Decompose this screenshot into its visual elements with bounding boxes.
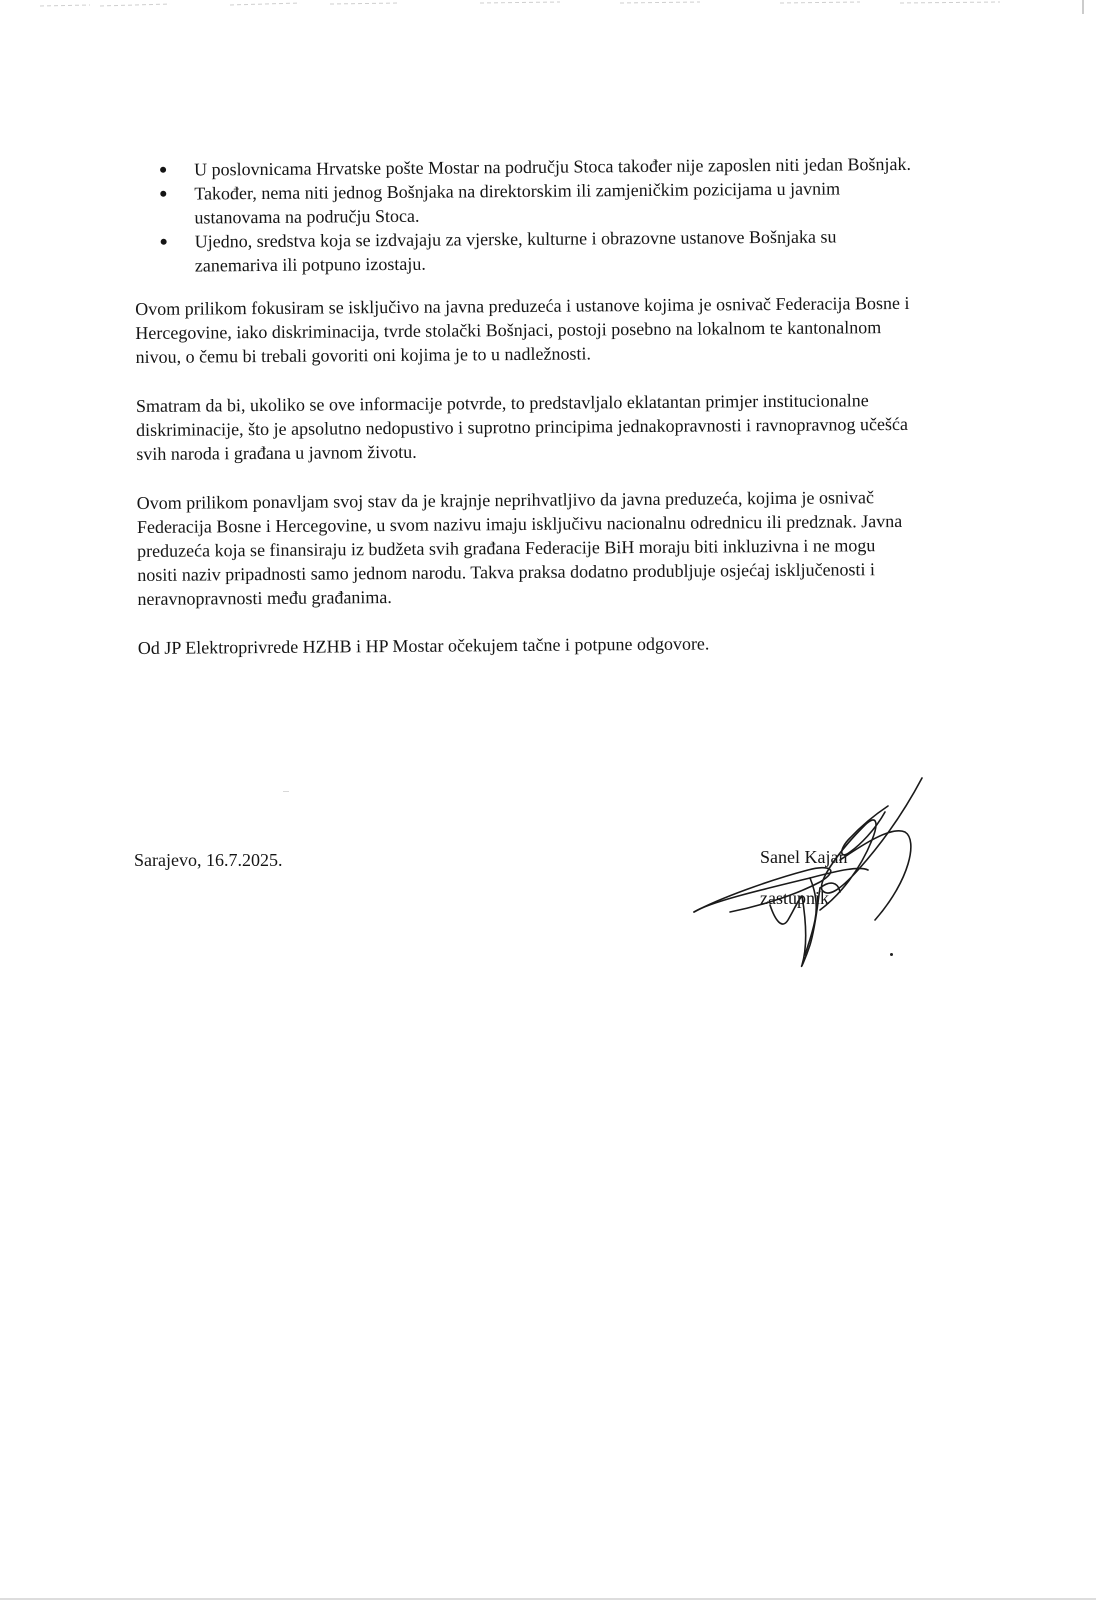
- bullet-item: [135, 224, 915, 278]
- scan-speck: [283, 791, 289, 792]
- bullet-item: [134, 176, 914, 230]
- scan-edge-top: [0, 0, 1096, 14]
- signer-role: zastupnik: [760, 888, 829, 908]
- signer-name: Sanel Kajan: [760, 847, 848, 867]
- bullet-icon: [161, 239, 167, 245]
- ink-dot: [890, 953, 893, 956]
- handwritten-signature-icon: [690, 770, 950, 990]
- place-date: Sarajevo, 16.7.2025.: [134, 850, 283, 870]
- bullet-text: Ujedno, sredstva koja se izdvajaju za vjerske, kulturne i obrazovne ustanove Bošnjaka su zanemariva ili potpuno izostaju.: [194, 226, 837, 276]
- paragraph-request: Od JP Elektroprivrede HZHB i HP Mostar očekujem tačne i potpune odgovore.: [137, 633, 710, 658]
- bullet-icon: [160, 191, 166, 197]
- bullet-text: Također, nema niti jednog Bošnjaka na direktorskim ili zamjeničkim pozicijama u javnim ustanovama na području Stoca.: [194, 178, 841, 228]
- scan-edge-bottom: [0, 1594, 1096, 1600]
- bullet-list: [134, 152, 915, 278]
- paragraph-discrimination: Smatram da bi, ukoliko se ove informacije potvrde, to predstavljalo eklatantan primjer institucionalne diskriminacije, što je apsolutno nedopustivo i suprotno principima jednakopravnosti i ravnopravnog učešća svih naroda i građana u javnom životu.: [135, 390, 909, 464]
- bullet-icon: [160, 167, 166, 173]
- paragraph-focus: Ovom prilikom fokusiram se isključivo na javna preduzeća i ustanove kojima je osnivač Federacija Bosne i Hercegovine, iako diskriminacija, tvrde stolački Bošnjaci, postoji posebno na lokalnom te kantonalnom nivou, o čemu bi trebali govoriti oni kojima je to u nadležnosti.: [135, 292, 910, 367]
- letter-body: [134, 152, 918, 660]
- paragraph-naming-stance: Ovom prilikom ponavljam svoj stav da je krajnje neprihvatljivo da javna preduzeća, kojima je osnivač Federacija Bosne i Hercegovine, u svom nazivu imaju isključivu nacionalnu odrednicu ili predznak. Javna preduzeća koja se finansiraju iz budžeta svih građana Federacije BiH moraju biti inkluzivna i ne mogu nositi naziv pripadnosti samo jednom narodu. Takva praksa dodatno produbljuje osjećaj isključenosti i neravnopravnosti među građanima.: [136, 487, 903, 609]
- bullet-text: U poslovnicama Hrvatske pošte Mostar na području Stoca također nije zaposlen niti jedan Bošnjak.: [194, 153, 911, 180]
